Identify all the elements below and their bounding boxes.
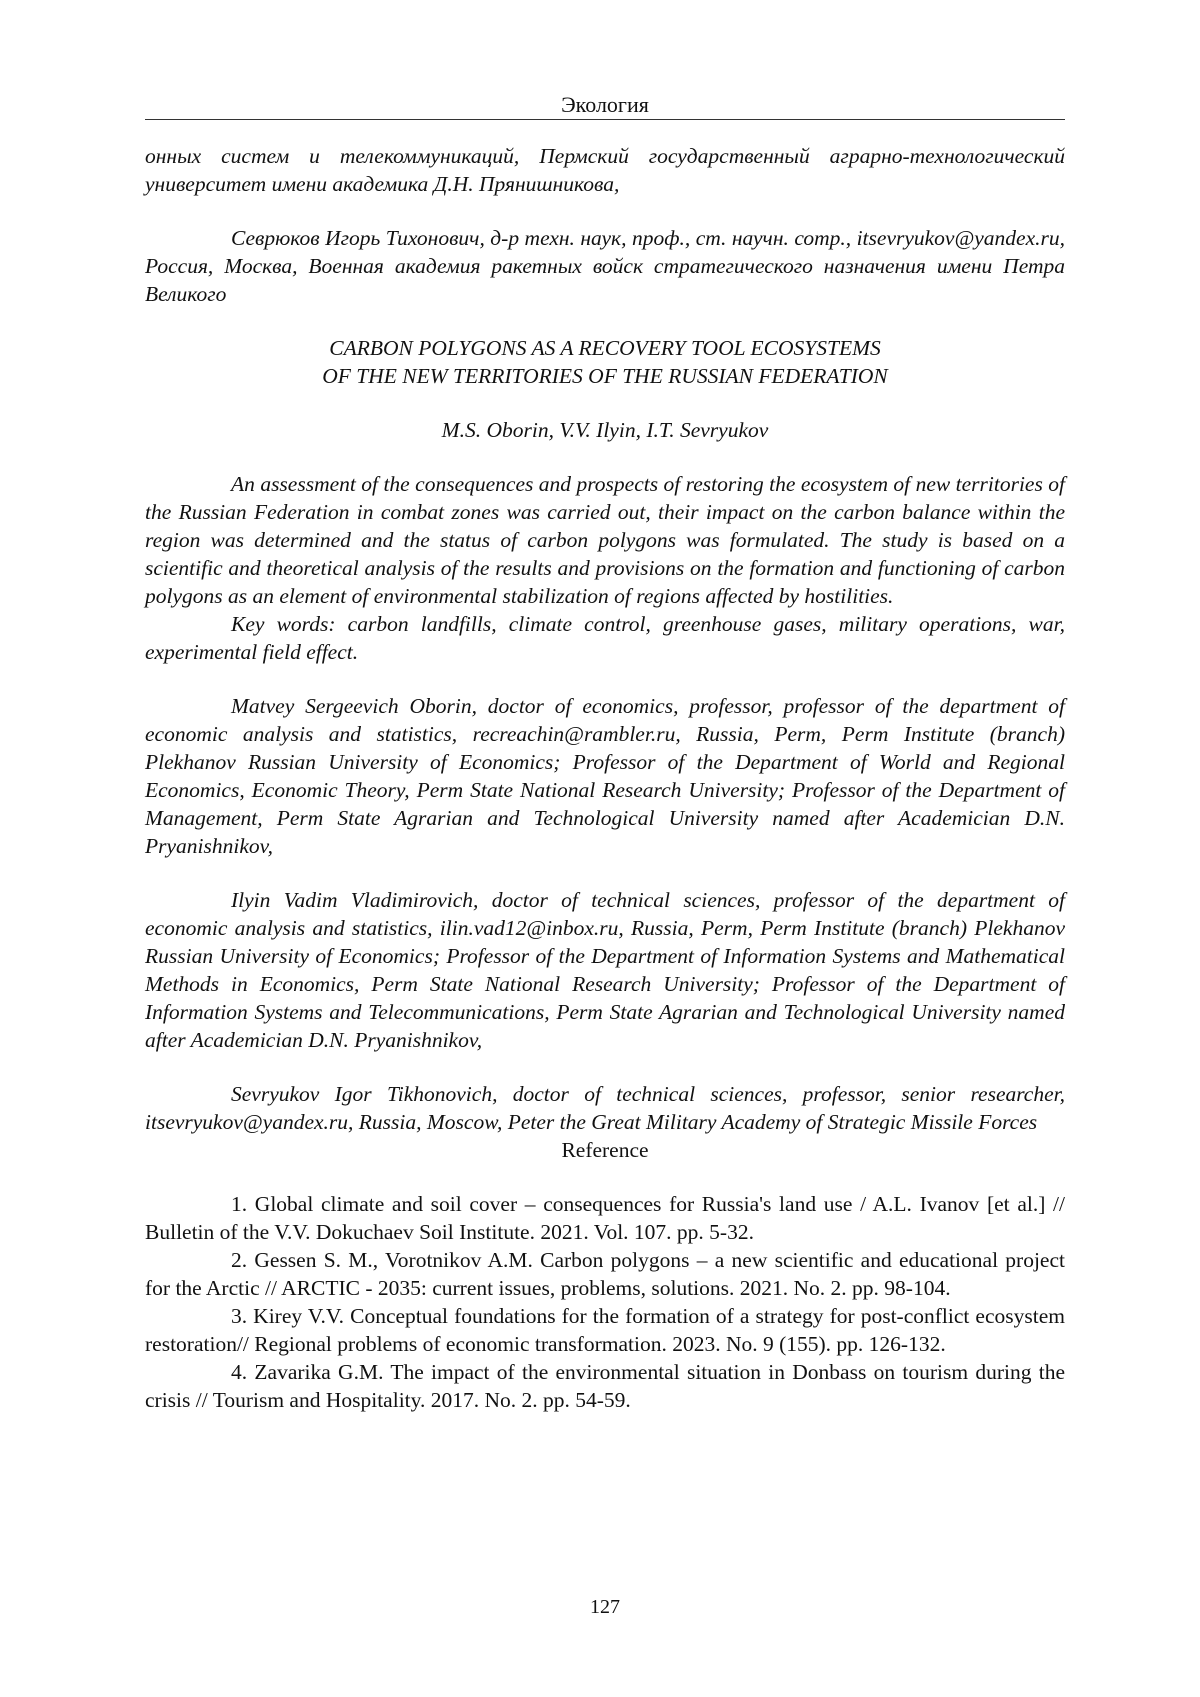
page-number: 127: [590, 1596, 620, 1618]
references-heading: Reference: [561, 1138, 649, 1162]
abstract: An assessment of the consequences and prospects of restoring the ecosystem of new territories of the Russian Federation in combat zones was carried out, their impact on the carbon balance within the region was determined and the status of carbon polygons was formulated. The study is based on a scientific and theoretical analysis of the results and provisions on the formation and functioning of carbon polygons as an element of environmental stabilization of regions affected by hostilities.: [145, 472, 1065, 608]
keywords: Key words: carbon landfills, climate control, greenhouse gases, military operations, war, experimental field effect.: [145, 612, 1065, 664]
author-info-sevryukov: Sevryukov Igor Tikhonovich, doctor of technical sciences, professor, senior researcher, itsevryukov@yandex.ru, Russia, Moscow, Peter the Great Military Academy of Strategic Missile Forces: [145, 1082, 1065, 1134]
ru-author-sevryukov: Севрюков Игорь Тихонович, д-р техн. наук, проф., ст. научн. сотр., itsevryukov@yandex.ru, Россия, Москва, Военная академия ракетных войск стратегического назначения имени Петра Великого: [145, 226, 1065, 306]
ru-affiliation-continuation: онных систем и телекоммуникаций, Пермский государственный аграрно-технологический университет имени академика Д.Н. Прянишникова,: [145, 144, 1065, 196]
article-title-line-2: OF THE NEW TERRITORIES OF THE RUSSIAN FEDERATION: [322, 364, 888, 388]
author-info-ilyin: Ilyin Vadim Vladimirovich, doctor of technical sciences, professor of the department of economic analysis and statistics, ilin.vad12@inbox.ru, Russia, Perm, Perm Institute (branch) Plekhanov Russian University of Economics; Professor of the Department of Information Systems and Mathematical Methods in Economics, Perm State National Research University; Professor of the Department of Information Systems and Telecommunications, Perm State Agrarian and Technological University named after Academician D.N. Pryanishnikov,: [145, 888, 1065, 1052]
article-authors: M.S. Oborin, V.V. Ilyin, I.T. Sevryukov: [441, 418, 769, 442]
article-title-line-1: CARBON POLYGONS AS A RECOVERY TOOL ECOSYSTEMS: [329, 336, 881, 360]
reference-item: 2. Gessen S. M., Vorotnikov A.M. Carbon polygons – a new scientific and educational project for the Arctic // ARCTIC - 2035: current issues, problems, solutions. 2021. No. 2. pp. 98-104.: [145, 1248, 1065, 1300]
running-header: Экология: [561, 92, 649, 117]
reference-item: 1. Global climate and soil cover – consequences for Russia's land use / A.L. Ivanov [et al.] // Bulletin of the V.V. Dokuchaev Soil Institute. 2021. Vol. 107. pp. 5-32.: [145, 1192, 1065, 1244]
author-info-oborin: Matvey Sergeevich Oborin, doctor of economics, professor, professor of the department of economic analysis and statistics, recreachin@rambler.ru, Russia, Perm, Perm Institute (branch) Plekhanov Russian University of Economics; Professor of the Department of World and Regional Economics, Economic Theory, Perm State National Research University; Professor of the Department of Management, Perm State Agrarian and Technological University named after Academician D.N. Pryanishnikov,: [145, 694, 1065, 858]
page-body: [145, 142, 1065, 1414]
header-rule: [145, 119, 1065, 120]
reference-item: 4. Zavarika G.M. The impact of the environmental situation in Donbass on tourism during the crisis // Tourism and Hospitality. 2017. No. 2. pp. 54-59.: [145, 1360, 1065, 1412]
references-list: [145, 1190, 1065, 1414]
reference-item: 3. Kirey V.V. Conceptual foundations for the formation of a strategy for post-conflict ecosystem restoration// Regional problems of economic transformation. 2023. No. 9 (155). pp. 126-132.: [145, 1304, 1065, 1356]
